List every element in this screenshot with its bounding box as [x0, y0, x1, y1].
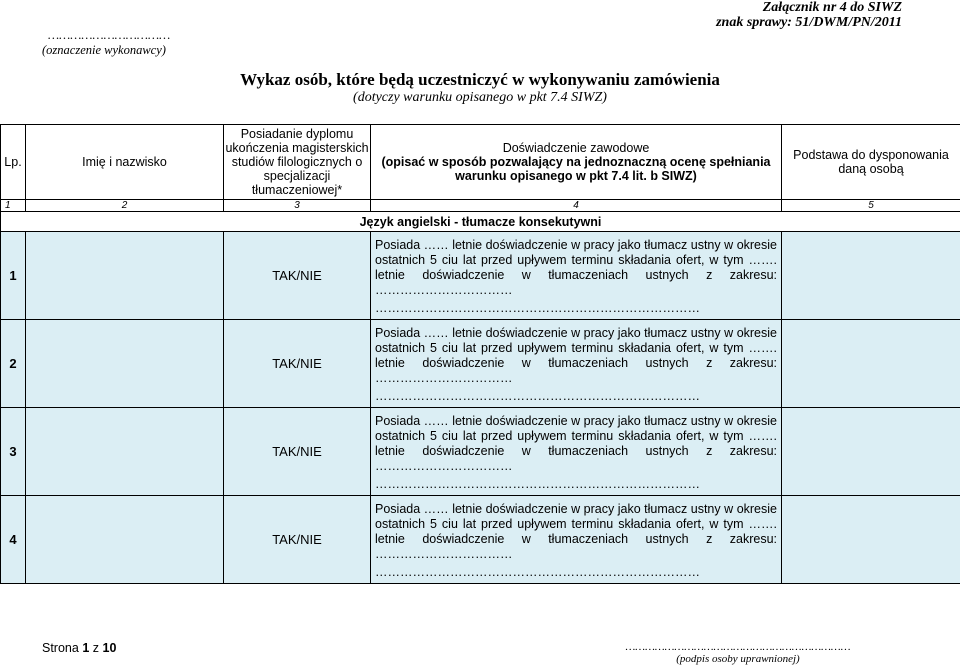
row-diploma[interactable]: TAK/NIE: [224, 496, 371, 584]
document-subtitle: (dotyczy warunku opisanego w pkt 7.4 SIWZ): [353, 90, 607, 105]
row-diploma[interactable]: TAK/NIE: [224, 232, 371, 320]
persons-table: [0, 124, 960, 584]
col-number: 3: [224, 200, 371, 212]
col-number: 4: [371, 200, 782, 212]
table-row: [1, 232, 960, 320]
row-experience[interactable]: [371, 496, 782, 584]
row-basis-cell[interactable]: [782, 408, 960, 496]
header-lp: Lp.: [1, 125, 26, 200]
row-experience[interactable]: [371, 320, 782, 408]
signature-label: (podpis osoby uprawnionej): [676, 653, 800, 665]
contractor-label: (oznaczenie wykonawcy): [42, 43, 166, 57]
header-experience: [371, 125, 782, 200]
table-row: [1, 320, 960, 408]
row-name-cell[interactable]: [26, 408, 224, 496]
contractor-block: [42, 28, 170, 58]
page-separator: z: [92, 641, 100, 655]
row-experience-text: Posiada …… letnie doświadczenie w pracy jako tłumacz ustny w okresie ostatnich 5 ciu lat przed upływem terminu składania ofert, w tym ……. letnie doświadczenie w tłumaczeniach ustnych z zakresu: ……………………………: [375, 326, 777, 385]
page-current: 1: [82, 641, 90, 655]
row-diploma[interactable]: TAK/NIE: [224, 408, 371, 496]
case-number: znak sprawy: 51/DWM/PN/2011: [716, 15, 902, 30]
page-prefix: Strona: [42, 641, 79, 655]
header-experience-sub: (opisać w sposób pozwalający na jednoznaczną ocenę spełniania warunku opisanego w pkt 7.4 lit. b SIWZ): [381, 155, 771, 183]
table-row: [1, 496, 960, 584]
table-row: [1, 408, 960, 496]
row-experience-text: Posiada …… letnie doświadczenie w pracy jako tłumacz ustny w okresie ostatnich 5 ciu lat przed upływem terminu składania ofert, w tym ……. letnie doświadczenie w tłumaczeniach ustnych z zakresu: ……………………………: [375, 238, 777, 297]
row-name-cell[interactable]: [26, 320, 224, 408]
column-numbers-row: [1, 200, 960, 212]
row-experience-dots: ……………………………………………………………………: [375, 477, 700, 491]
section-title: Język angielski - tłumacze konsekutywni: [1, 212, 960, 232]
section-row: [1, 212, 960, 232]
contractor-dots: ……………………………: [48, 28, 171, 42]
header-experience-title: Doświadczenie zawodowe: [502, 141, 650, 155]
header-name: Imię i nazwisko: [26, 125, 224, 200]
signature-block: [588, 641, 888, 665]
header-diploma: Posiadanie dyplomu ukończenia magisterskich studiów filologicznych o specjalizacji tłumaczeniowej*: [224, 125, 371, 200]
document-title: Wykaz osób, które będą uczestniczyć w wykonywaniu zamówienia: [240, 70, 720, 89]
row-diploma[interactable]: TAK/NIE: [224, 320, 371, 408]
row-experience-text: Posiada …… letnie doświadczenie w pracy jako tłumacz ustny w okresie ostatnich 5 ciu lat przed upływem terminu składania ofert, w tym ……. letnie doświadczenie w tłumaczeniach ustnych z zakresu: ……………………………: [375, 414, 777, 473]
attachment-label: Załącznik nr 4 do SIWZ: [762, 0, 902, 15]
row-lp: 1: [1, 232, 26, 320]
row-experience-text: Posiada …… letnie doświadczenie w pracy jako tłumacz ustny w okresie ostatnich 5 ciu lat przed upływem terminu składania ofert, w tym ……. letnie doświadczenie w tłumaczeniach ustnych z zakresu: ……………………………: [375, 502, 777, 561]
page-total: 10: [102, 641, 117, 655]
row-experience[interactable]: [371, 408, 782, 496]
row-experience-dots: ……………………………………………………………………: [375, 389, 700, 403]
col-number: 5: [782, 200, 960, 212]
table-header-row: [1, 125, 960, 200]
document-header-right: [716, 0, 902, 30]
row-experience-dots: ……………………………………………………………………: [375, 565, 700, 579]
header-basis: Podstawa do dysponowania daną osobą: [782, 125, 960, 200]
page-counter: [42, 641, 116, 655]
row-experience[interactable]: [371, 232, 782, 320]
row-lp: 4: [1, 496, 26, 584]
row-basis-cell[interactable]: [782, 496, 960, 584]
col-number: 1: [1, 200, 26, 212]
row-name-cell[interactable]: [26, 232, 224, 320]
signature-dots: ……………………………………………………………: [625, 641, 851, 653]
row-lp: 3: [1, 408, 26, 496]
row-basis-cell[interactable]: [782, 320, 960, 408]
row-lp: 2: [1, 320, 26, 408]
row-name-cell[interactable]: [26, 496, 224, 584]
col-number: 2: [26, 200, 224, 212]
row-experience-dots: ……………………………………………………………………: [375, 301, 700, 315]
row-basis-cell[interactable]: [782, 232, 960, 320]
